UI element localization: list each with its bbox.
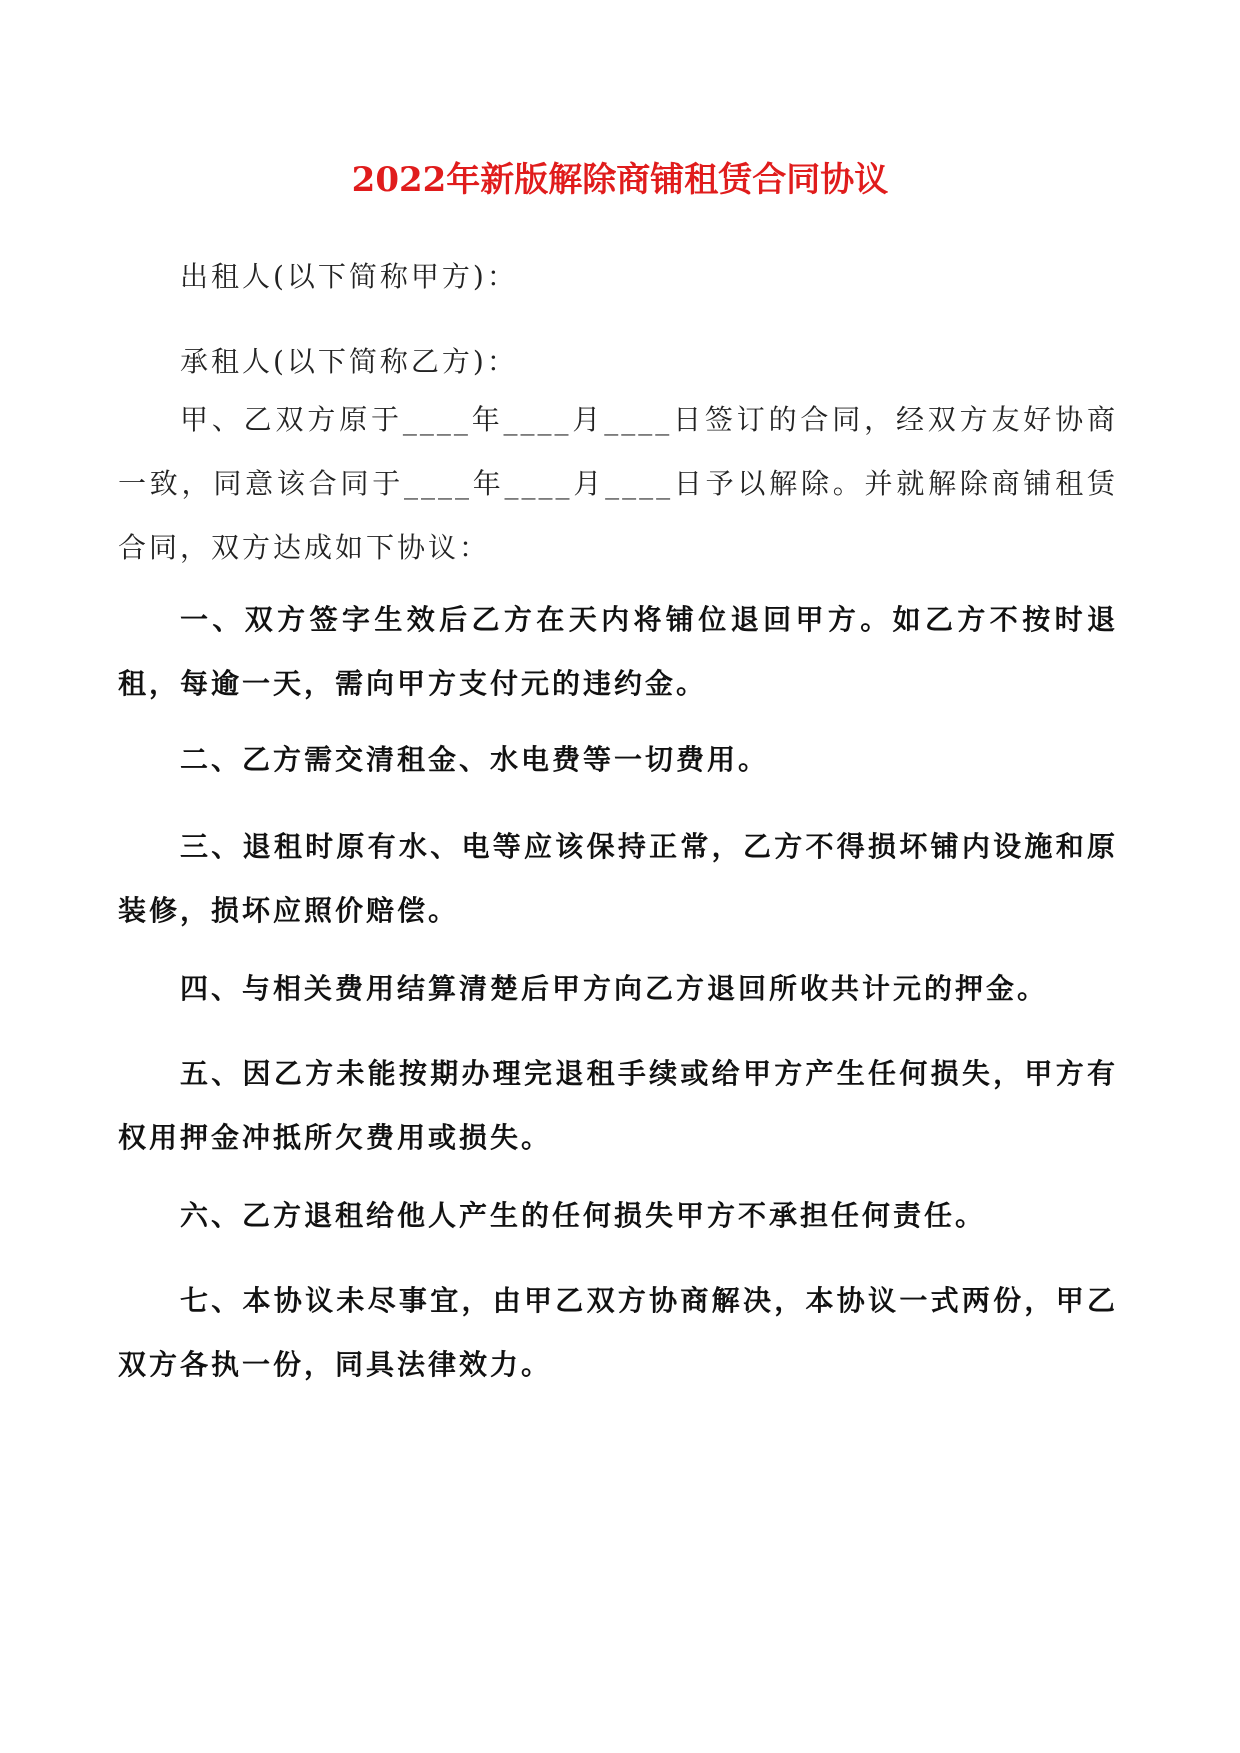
clause-5: 五、因乙方未能按期办理完退租手续或给甲方产生任何损失，甲方有权用押金冲抵所欠费用或损失。 xyxy=(118,1057,1118,1154)
clause-3: 三、退租时原有水、电等应该保持正常，乙方不得损坏铺内设施和原装修，损坏应照价赔偿。 xyxy=(118,830,1118,927)
clause-2: 二、乙方需交清租金、水电费等一切费用。 xyxy=(180,743,770,776)
lessor-line: 出租人(以下简称甲方)： xyxy=(180,260,518,293)
clause-1: 一、双方签字生效后乙方在天内将铺位退回甲方。如乙方不按时退租，每逾一天，需向甲方支付元的违约金。 xyxy=(118,603,1118,700)
clause-6: 六、乙方退租给他人产生的任何损失甲方不承担任何责任。 xyxy=(180,1199,987,1232)
document-title: 2022年新版解除商铺租赁合同协议 xyxy=(351,160,889,200)
clause-7: 七、本协议未尽事宜，由甲乙双方协商解决，本协议一式两份，甲乙双方各执一份，同具法律效力。 xyxy=(118,1284,1118,1381)
intro-paragraph: 甲、乙双方原于____年____月____日签订的合同，经双方友好协商一致，同意该合同于____年____月____日予以解除。并就解除商铺租赁合同，双方达成如下协议： xyxy=(118,403,1118,564)
lessee-line: 承租人(以下简称乙方)： xyxy=(180,345,518,378)
clause-4: 四、与相关费用结算清楚后甲方向乙方退回所收共计元的押金。 xyxy=(180,972,1049,1005)
